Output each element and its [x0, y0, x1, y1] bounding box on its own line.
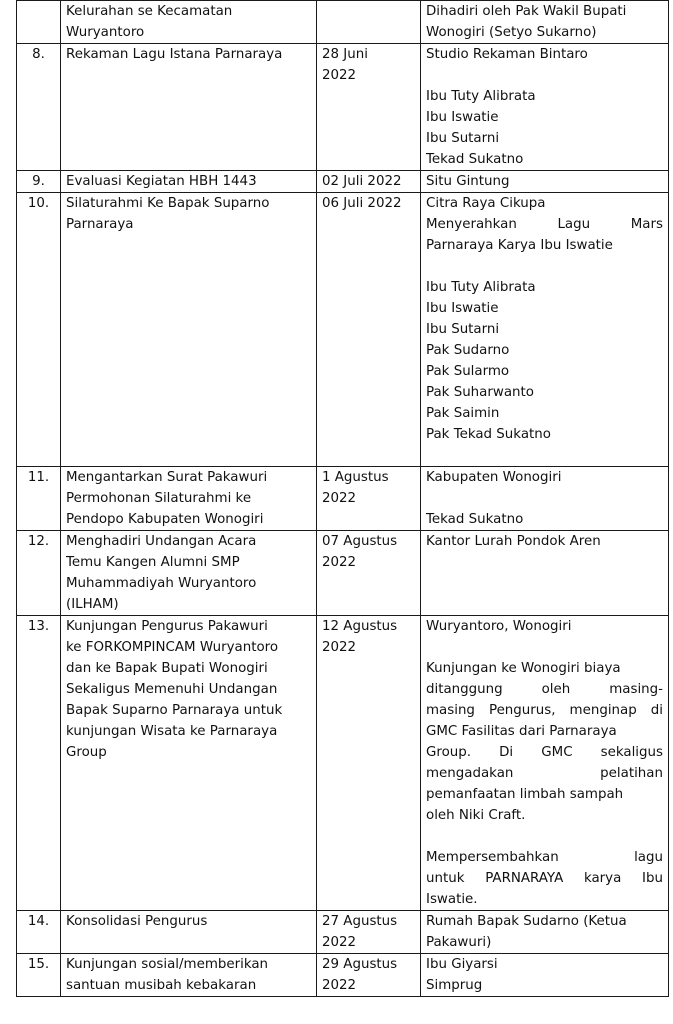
note-cell: [421, 467, 669, 531]
table-row: [17, 531, 669, 616]
row-number: [17, 1, 61, 44]
note-cell: [421, 44, 669, 171]
table-row: [17, 467, 669, 531]
activity-line: dan ke Bapak Bupati Wonogiri: [66, 661, 268, 676]
activity-line: Temu Kangen Alumni SMP: [66, 555, 240, 570]
note-line: [426, 868, 663, 889]
note-word: sekaligus: [600, 745, 663, 760]
table-row: [17, 1, 669, 44]
note-word: Mempersembahkan: [426, 850, 559, 865]
note-line: Rumah Bapak Sudarno (Ketua: [426, 914, 627, 929]
note-line: Kunjungan ke Wonogiri biaya: [426, 661, 621, 676]
date-line: 2022: [322, 640, 357, 655]
note-cell: [421, 616, 669, 911]
note-line: Pak Sularmo: [426, 364, 510, 379]
activity-cell: [61, 911, 317, 954]
note-cell: [421, 531, 669, 616]
activity-cell: [61, 531, 317, 616]
row-number: 12.: [17, 531, 61, 616]
note-word: untuk: [426, 871, 465, 886]
note-line: Pak Saimin: [426, 406, 500, 421]
note-line: [426, 679, 663, 700]
table-row: [17, 171, 669, 193]
activity-cell: [61, 171, 317, 193]
date-cell: [317, 467, 421, 531]
date-line: 07 Agustus: [322, 534, 398, 549]
activity-line: Permohonan Silaturahmi ke: [66, 491, 252, 506]
activity-table: [16, 0, 669, 997]
note-cell: [421, 193, 669, 467]
date-line: 2022: [322, 978, 357, 993]
note-line: Ibu Iswatie: [426, 110, 499, 125]
note-line: [426, 700, 663, 721]
date-line: 2022: [322, 491, 357, 506]
activity-table-body: [17, 1, 669, 997]
note-line: Pak Sudarno: [426, 343, 510, 358]
note-word: Group.: [426, 745, 472, 760]
note-cell: [421, 171, 669, 193]
note-word: Di: [499, 745, 514, 760]
row-number: 10.: [17, 193, 61, 467]
date-cell: [317, 44, 421, 171]
note-line: Kantor Lurah Pondok Aren: [426, 534, 601, 549]
activity-line: Kunjungan Pengurus Pakawuri: [66, 619, 268, 634]
note-cell: [421, 1, 669, 44]
activity-line: Silaturahmi Ke Bapak Suparno: [66, 196, 270, 211]
activity-line: santuan musibah kebakaran: [66, 978, 257, 993]
note-line: Simprug: [426, 978, 483, 993]
note-line: Wonogiri (Setyo Sukarno): [426, 25, 597, 40]
note-line: Tekad Sukatno: [426, 512, 524, 527]
note-word: pelatihan: [600, 766, 663, 781]
table-row: [17, 193, 669, 467]
note-line: Ibu Sutarni: [426, 322, 500, 337]
date-line: 2022: [322, 935, 357, 950]
note-word: oleh: [541, 682, 571, 697]
note-line: pemanfaatan limbah sampah: [426, 787, 624, 802]
activity-line: Menghadiri Undangan Acara: [66, 534, 257, 549]
row-number: 8.: [17, 44, 61, 171]
note-word: di: [650, 703, 663, 718]
note-word: karya: [583, 871, 622, 886]
note-word: menginap: [569, 703, 637, 718]
note-line: GMC Fasilitas dari Parnaraya: [426, 724, 617, 739]
note-word: ditanggung: [426, 682, 503, 697]
table-row: [17, 616, 669, 911]
activity-line: Bapak Suparno Parnaraya untuk: [66, 703, 283, 718]
row-number: 13.: [17, 616, 61, 911]
date-line: 2022: [322, 555, 357, 570]
activity-line: Muhammadiyah Wuryantoro: [66, 576, 257, 591]
note-line: Ibu Tuty Alibrata: [426, 89, 536, 104]
note-line: Ibu Tuty Alibrata: [426, 280, 536, 295]
note-word: Pengurus,: [488, 703, 556, 718]
note-line: Kabupaten Wonogiri: [426, 470, 562, 485]
note-word: lagu: [634, 850, 663, 865]
activity-line: kunjungan Wisata ke Parnaraya: [66, 724, 278, 739]
note-word: masing: [426, 703, 475, 718]
note-line: [426, 214, 663, 235]
note-line: [426, 763, 663, 784]
table-row: [17, 44, 669, 171]
date-line: 12 Agustus: [322, 619, 398, 634]
note-word: GMC: [541, 745, 573, 760]
activity-line: Konsolidasi Pengurus: [66, 914, 208, 929]
note-line: Wuryantoro, Wonogiri: [426, 619, 572, 634]
date-line: 2022: [322, 68, 357, 83]
date-line: 29 Agustus: [322, 957, 398, 972]
note-line: Pak Suharwanto: [426, 385, 534, 400]
note-line: Ibu Iswatie: [426, 301, 499, 316]
date-line: 02 Juli 2022: [322, 174, 402, 189]
activity-line: Kelurahan se Kecamatan: [66, 4, 233, 19]
activity-line: Evaluasi Kegiatan HBH 1443: [66, 174, 257, 189]
note-line: Tekad Sukatno: [426, 152, 524, 167]
note-line: Pakawuri): [426, 935, 492, 950]
note-line: Ibu Giyarsi: [426, 957, 498, 972]
table-row: [17, 911, 669, 954]
activity-line: (ILHAM): [66, 597, 119, 612]
date-cell: [317, 531, 421, 616]
activity-line: Pendopo Kabupaten Wonogiri: [66, 512, 264, 527]
note-line: Ibu Sutarni: [426, 131, 500, 146]
activity-line: Rekaman Lagu Istana Parnaraya: [66, 47, 283, 62]
date-line: 06 Juli 2022: [322, 196, 402, 211]
date-cell: [317, 171, 421, 193]
row-number: 15.: [17, 954, 61, 997]
note-cell: [421, 954, 669, 997]
note-word: Mars: [630, 217, 663, 232]
note-word: masing-: [609, 682, 663, 697]
note-line: Parnaraya Karya Ibu Iswatie: [426, 238, 613, 253]
note-line: Situ Gintung: [426, 174, 510, 189]
activity-cell: [61, 616, 317, 911]
date-line: 27 Agustus: [322, 914, 398, 929]
note-line: Iswatie.: [426, 892, 478, 907]
activity-line: ke FORKOMPINCAM Wuryantoro: [66, 640, 279, 655]
activity-line: Group: [66, 745, 107, 760]
date-cell: [317, 193, 421, 467]
activity-cell: [61, 954, 317, 997]
note-line: [426, 742, 663, 763]
note-line: Studio Rekaman Bintaro: [426, 47, 588, 62]
activity-line: Kunjungan sosial/memberikan: [66, 957, 269, 972]
date-cell: [317, 954, 421, 997]
date-line: 1 Agustus: [322, 470, 389, 485]
date-cell: [317, 1, 421, 44]
note-cell: [421, 911, 669, 954]
activity-cell: [61, 1, 317, 44]
note-word: mengadakan: [426, 766, 514, 781]
activity-cell: [61, 44, 317, 171]
note-line: oleh Niki Craft.: [426, 808, 526, 823]
note-line: [426, 847, 663, 868]
note-word: Lagu: [557, 217, 591, 232]
activity-cell: [61, 193, 317, 467]
note-word: Ibu: [642, 871, 663, 886]
note-word: PARNARAYA: [485, 871, 564, 886]
row-number: 9.: [17, 171, 61, 193]
activity-line: Mengantarkan Surat Pakawuri: [66, 470, 268, 485]
note-line: Pak Tekad Sukatno: [426, 427, 551, 442]
table-row: [17, 954, 669, 997]
activity-line: Sekaligus Memenuhi Undangan: [66, 682, 278, 697]
note-line: Dihadiri oleh Pak Wakil Bupati: [426, 4, 627, 19]
date-line: 28 Juni: [322, 47, 368, 62]
activity-cell: [61, 467, 317, 531]
activity-line: Parnaraya: [66, 217, 134, 232]
row-number: 14.: [17, 911, 61, 954]
note-word: Menyerahkan: [426, 217, 517, 232]
row-number: 11.: [17, 467, 61, 531]
date-cell: [317, 911, 421, 954]
date-cell: [317, 616, 421, 911]
note-line: Citra Raya Cikupa: [426, 196, 546, 211]
activity-line: Wuryantoro: [66, 25, 145, 40]
